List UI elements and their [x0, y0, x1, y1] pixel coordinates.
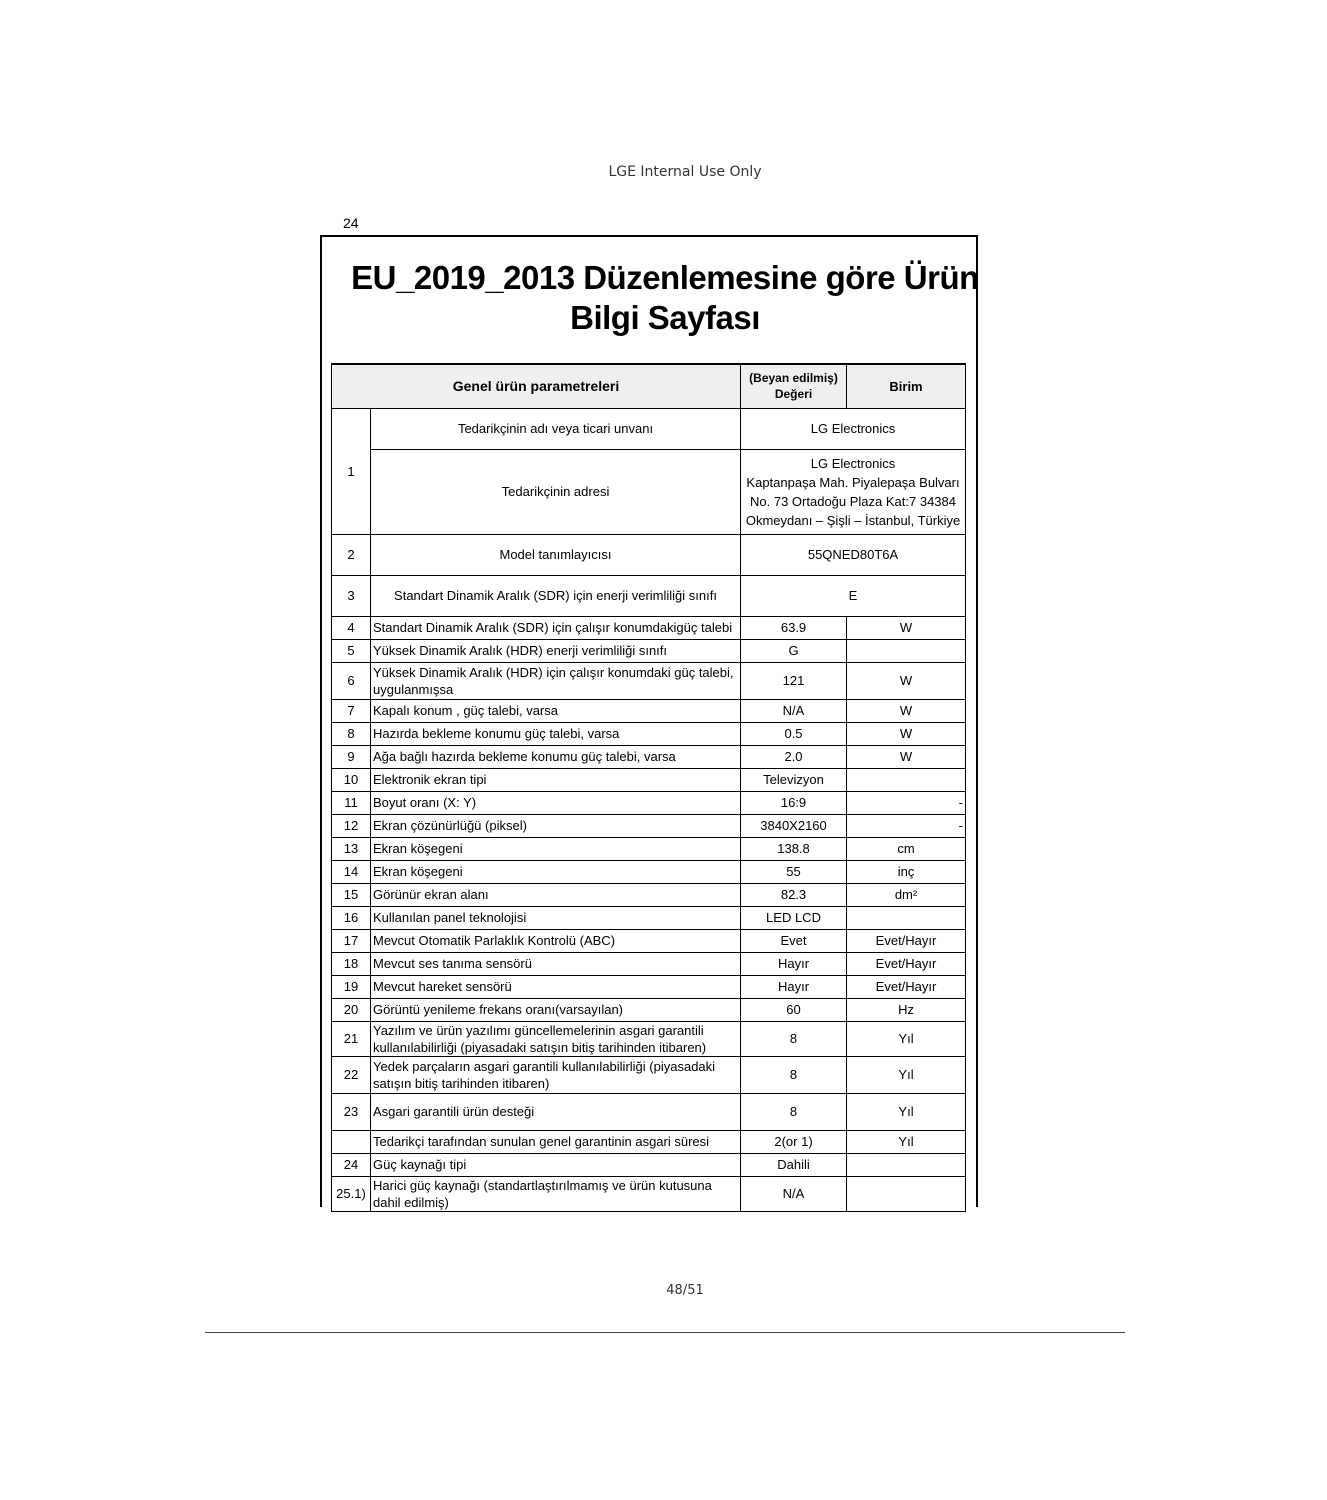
row-unit: Evet/Hayır [847, 929, 966, 952]
row-unit [847, 639, 966, 662]
row-unit: Evet/Hayır [847, 975, 966, 998]
row-label: Ekran çözünürlüğü (piksel) [371, 814, 741, 837]
internal-use-note: LGE Internal Use Only [608, 164, 762, 180]
row-value: 2.0 [741, 745, 847, 768]
row-value: 2(or 1) [741, 1130, 847, 1153]
row-number: 22 [332, 1056, 371, 1093]
table-row [332, 639, 966, 662]
row-number: 20 [332, 998, 371, 1021]
table-row [332, 1021, 966, 1056]
row-label: Mevcut hareket sensörü [371, 975, 741, 998]
row-unit: Yıl [847, 1056, 966, 1093]
row-unit: W [847, 745, 966, 768]
row-label: Güç kaynağı tipi [371, 1153, 741, 1176]
table-row-supplier-address [332, 449, 966, 534]
table-row [332, 975, 966, 998]
row-label: Kullanılan panel teknolojisi [371, 906, 741, 929]
table-row [332, 860, 966, 883]
footer-page-number: 48/51 [666, 1283, 704, 1298]
row-label: Harici güç kaynağı (standartlaştırılmamış ve ürün kutusuna dahil edilmiş) [371, 1176, 741, 1211]
row-value: Dahili [741, 1153, 847, 1176]
footer-divider [205, 1332, 1125, 1333]
table-row-supplier-name [332, 408, 966, 449]
row-label: Kapalı konum , güç talebi, varsa [371, 699, 741, 722]
row-number: 4 [332, 616, 371, 639]
row-label: Hazırda bekleme konumu güç talebi, varsa [371, 722, 741, 745]
row-label: Standart Dinamik Aralık (SDR) için enerji verimliliği sınıfı [371, 575, 741, 616]
row-value: E [741, 575, 966, 616]
row-number: 2 [332, 534, 371, 575]
row-value: 63.9 [741, 616, 847, 639]
table-row [332, 952, 966, 975]
table-header-row [332, 364, 966, 408]
row-label: Görüntü yenileme frekans oranı(varsayılan) [371, 998, 741, 1021]
row-number: 3 [332, 575, 371, 616]
table-row [332, 883, 966, 906]
table-row [332, 768, 966, 791]
address-line: LG Electronics [810, 455, 896, 471]
table-row [332, 745, 966, 768]
row-label: Ağa bağlı hazırda bekleme konumu güç talebi, varsa [371, 745, 741, 768]
row-unit: W [847, 722, 966, 745]
row-number: 18 [332, 952, 371, 975]
table-row [332, 1056, 966, 1093]
row-number: 6 [332, 662, 371, 699]
table-row [332, 722, 966, 745]
row-unit: W [847, 662, 966, 699]
row-value: 60 [741, 998, 847, 1021]
row-label: Tedarikçi tarafından sunulan genel garantinin asgari süresi [371, 1130, 741, 1153]
row-label: Tedarikçinin adı veya ticari unvanı [371, 408, 741, 449]
header-value: (Beyan edilmiş) Değeri [741, 364, 847, 408]
row-unit: - [847, 791, 966, 814]
row-value: 0.5 [741, 722, 847, 745]
header-unit: Birim [847, 364, 966, 408]
row-number: 11 [332, 791, 371, 814]
row-value: 82.3 [741, 883, 847, 906]
row-unit: W [847, 616, 966, 639]
table-row [332, 699, 966, 722]
row-number: 1 [332, 408, 371, 534]
row-label: Yazılım ve ürün yazılımı güncellemelerinin asgari garantili kullanılabilirliği (piyasadaki satışın bitiş tarihinden itibaren) [371, 1021, 741, 1056]
row-label: Boyut oranı (X: Y) [371, 791, 741, 814]
address-line: No. 73 Ortadoğu Plaza Kat:7 34384 [750, 493, 956, 509]
row-unit: - [847, 814, 966, 837]
table-row [332, 906, 966, 929]
table-row-sdr-class [332, 575, 966, 616]
row-number: 17 [332, 929, 371, 952]
table-row [332, 1093, 966, 1130]
title-line-1: EU_2019_2013 Düzenlemesine göre Ürün [351, 259, 979, 296]
row-value: 3840X2160 [741, 814, 847, 837]
source-page-number: 24 [343, 215, 359, 231]
row-value: 8 [741, 1093, 847, 1130]
row-label: Yüksek Dinamik Aralık (HDR) için çalışır konumdaki güç talebi, uygulanmışsa [371, 662, 741, 699]
row-label: Mevcut ses tanıma sensörü [371, 952, 741, 975]
table-row [332, 662, 966, 699]
row-unit [847, 1176, 966, 1211]
row-number: 13 [332, 837, 371, 860]
row-number: 19 [332, 975, 371, 998]
row-number: 14 [332, 860, 371, 883]
table-row [332, 814, 966, 837]
row-value: 16:9 [741, 791, 847, 814]
row-value: LG Electronics [741, 408, 966, 449]
row-number: 9 [332, 745, 371, 768]
row-value: G [741, 639, 847, 662]
table-row-model [332, 534, 966, 575]
table-row [332, 616, 966, 639]
address-line: Kaptanpaşa Mah. Piyalepaşa Bulvarı [746, 474, 960, 490]
row-label: Ekran köşegeni [371, 860, 741, 883]
row-label: Model tanımlayıcısı [371, 534, 741, 575]
row-value: Evet [741, 929, 847, 952]
row-value: Hayır [741, 952, 847, 975]
row-label: Ekran köşegeni [371, 837, 741, 860]
table-row [332, 998, 966, 1021]
row-unit: Yıl [847, 1130, 966, 1153]
row-label: Asgari garantili ürün desteği [371, 1093, 741, 1130]
row-value: Hayır [741, 975, 847, 998]
row-label: Görünür ekran alanı [371, 883, 741, 906]
row-unit: Hz [847, 998, 966, 1021]
header-parameter: Genel ürün parametreleri [332, 364, 741, 408]
row-label: Yedek parçaların asgari garantili kullanılabilirliği (piyasadaki satışın bitiş tarihinden itibaren) [371, 1056, 741, 1093]
row-unit: W [847, 699, 966, 722]
row-number: 23 [332, 1093, 371, 1130]
row-unit: Yıl [847, 1021, 966, 1056]
row-number: 10 [332, 768, 371, 791]
row-value: N/A [741, 699, 847, 722]
row-value: N/A [741, 1176, 847, 1211]
row-unit: Evet/Hayır [847, 952, 966, 975]
row-unit: Yıl [847, 1093, 966, 1130]
table-row [332, 1130, 966, 1153]
row-value: Televizyon [741, 768, 847, 791]
row-number: 16 [332, 906, 371, 929]
row-label: Standart Dinamik Aralık (SDR) için çalışır konumdakigüç talebi [371, 616, 741, 639]
row-value: 8 [741, 1021, 847, 1056]
row-number: 8 [332, 722, 371, 745]
row-number [332, 1130, 371, 1153]
row-unit: cm [847, 837, 966, 860]
row-value: 8 [741, 1056, 847, 1093]
address-value [741, 449, 966, 534]
row-value: 138.8 [741, 837, 847, 860]
row-unit [847, 1153, 966, 1176]
row-unit [847, 906, 966, 929]
row-value: LED LCD [741, 906, 847, 929]
row-label: Tedarikçinin adresi [371, 449, 741, 534]
table-row [332, 929, 966, 952]
row-number: 15 [332, 883, 371, 906]
row-number: 24 [332, 1153, 371, 1176]
product-info-table [331, 363, 966, 1212]
row-value: 121 [741, 662, 847, 699]
row-label: Yüksek Dinamik Aralık (HDR) enerji verimliliği sınıfı [371, 639, 741, 662]
table-row [332, 791, 966, 814]
row-number: 7 [332, 699, 371, 722]
table-row [332, 837, 966, 860]
row-value: 55 [741, 860, 847, 883]
row-unit [847, 768, 966, 791]
row-unit: inç [847, 860, 966, 883]
table-row [332, 1153, 966, 1176]
address-line: Okmeydanı – Şişli – İstanbul, Türkiye [745, 512, 961, 528]
page-title [330, 258, 1000, 338]
row-number: 25.1) [332, 1176, 371, 1211]
table-row [332, 1176, 966, 1211]
row-label: Mevcut Otomatik Parlaklık Kontrolü (ABC) [371, 929, 741, 952]
row-value: 55QNED80T6A [741, 534, 966, 575]
title-line-2: Bilgi Sayfası [570, 299, 760, 336]
row-number: 5 [332, 639, 371, 662]
row-unit: dm² [847, 883, 966, 906]
row-label: Elektronik ekran tipi [371, 768, 741, 791]
row-number: 21 [332, 1021, 371, 1056]
row-number: 12 [332, 814, 371, 837]
